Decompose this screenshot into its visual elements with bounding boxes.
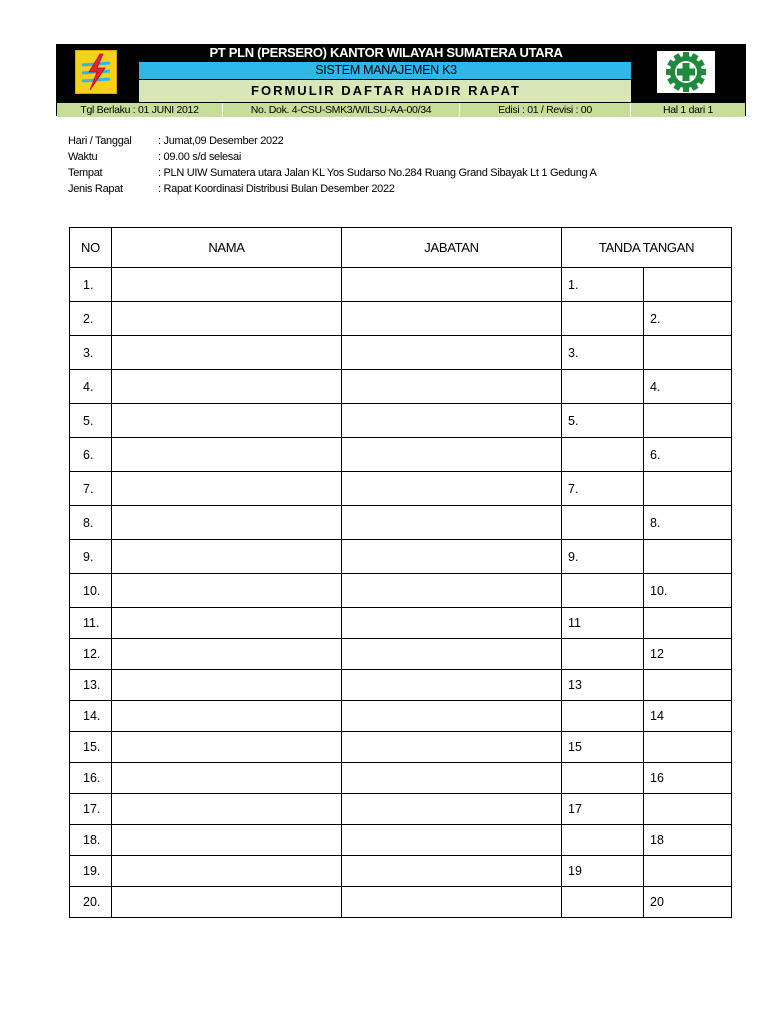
system-name: SISTEM MANAJEMEN K3 [139,61,633,80]
position-cell[interactable] [342,506,562,540]
meeting-type-value: : Rapat Koordinasi Distribusi Bulan Desember 2022 [158,183,395,195]
position-cell[interactable] [342,825,562,856]
position-cell[interactable] [342,701,562,732]
edition-revision: Edisi : 01 / Revisi : 00 [460,103,631,117]
table-row [70,574,732,608]
table-row [70,608,732,639]
row-number: 16. [70,763,112,794]
row-number: 1. [70,268,112,302]
signature-cell-left[interactable]: 5. [562,404,644,438]
position-cell[interactable] [342,763,562,794]
name-cell[interactable] [112,639,342,670]
name-cell[interactable] [112,856,342,887]
signature-cell-right[interactable]: 14 [644,701,732,732]
position-cell[interactable] [342,670,562,701]
signature-cell-right[interactable]: 6. [644,438,732,472]
form-title: FORMULIR DAFTAR HADIR RAPAT [139,80,633,102]
signature-cell-left[interactable] [562,763,644,794]
table-row [70,794,732,825]
signature-cell-right[interactable]: 10. [644,574,732,608]
table-header-row [70,228,732,268]
k3-safety-gear-cross-icon [657,51,715,93]
table-row [70,763,732,794]
row-number: 14. [70,701,112,732]
signature-cell-right[interactable] [644,472,732,506]
name-cell[interactable] [112,701,342,732]
table-row [70,701,732,732]
header-nama: NAMA [112,228,342,268]
row-number: 13. [70,670,112,701]
position-cell[interactable] [342,540,562,574]
header-title-block [139,45,633,102]
row-number: 18. [70,825,112,856]
name-cell[interactable] [112,438,342,472]
signature-cell-left[interactable]: 17 [562,794,644,825]
signature-cell-left[interactable] [562,438,644,472]
row-number: 19. [70,856,112,887]
signature-cell-left[interactable] [562,639,644,670]
signature-cell-right[interactable]: 18 [644,825,732,856]
name-cell[interactable] [112,732,342,763]
name-cell[interactable] [112,336,342,370]
signature-cell-right[interactable]: 16 [644,763,732,794]
table-row [70,670,732,701]
table-row [70,472,732,506]
row-number: 17. [70,794,112,825]
signature-cell-left[interactable] [562,302,644,336]
signature-cell-left[interactable]: 7. [562,472,644,506]
row-number: 12. [70,639,112,670]
meeting-time-label: Waktu [68,151,98,163]
position-cell[interactable] [342,794,562,825]
signature-cell-right[interactable]: 2. [644,302,732,336]
position-cell[interactable] [342,472,562,506]
header-no: NO [70,228,112,268]
attendance-table [69,227,732,918]
signature-cell-left[interactable]: 11 [562,608,644,639]
table-row [70,887,732,918]
signature-cell-right[interactable] [644,608,732,639]
table-row [70,856,732,887]
name-cell[interactable] [112,540,342,574]
row-number: 3. [70,336,112,370]
name-cell[interactable] [112,887,342,918]
name-cell[interactable] [112,268,342,302]
meeting-day-date-value: : Jumat,09 Desember 2022 [158,135,284,147]
row-number: 2. [70,302,112,336]
signature-cell-right[interactable] [644,268,732,302]
signature-cell-right[interactable] [644,856,732,887]
page-number: Hal 1 dari 1 [662,104,714,116]
signature-cell-right[interactable] [644,336,732,370]
table-row [70,639,732,670]
signature-cell-left[interactable] [562,370,644,404]
header-tanda-tangan: TANDA TANGAN [562,228,732,268]
signature-cell-left[interactable]: 9. [562,540,644,574]
name-cell[interactable] [112,370,342,404]
position-cell[interactable] [342,639,562,670]
position-cell[interactable] [342,336,562,370]
signature-cell-left[interactable] [562,574,644,608]
pln-lightning-logo-icon [75,50,117,94]
position-cell[interactable] [342,887,562,918]
meeting-time-value: : 09.00 s/d selesai [158,151,241,163]
signature-cell-left[interactable]: 13 [562,670,644,701]
position-cell[interactable] [342,370,562,404]
signature-cell-left[interactable]: 1. [562,268,644,302]
position-cell[interactable] [342,268,562,302]
table-row [70,732,732,763]
position-cell[interactable] [342,732,562,763]
table-row [70,540,732,574]
row-number: 15. [70,732,112,763]
meeting-type-label: Jenis Rapat [68,183,123,195]
signature-cell-right[interactable] [644,540,732,574]
signature-cell-right[interactable] [644,732,732,763]
signature-cell-left[interactable] [562,887,644,918]
attendance-rows [70,268,732,918]
name-cell[interactable] [112,670,342,701]
name-cell[interactable] [112,825,342,856]
row-number: 9. [70,540,112,574]
row-number: 20. [70,887,112,918]
signature-cell-left[interactable] [562,825,644,856]
table-row [70,370,732,404]
meeting-place-label: Tempat [68,167,103,179]
document-number: No. Dok. 4-CSU-SMK3/WILSU-AA-00/34 [223,103,460,117]
position-cell[interactable] [342,608,562,639]
row-number: 11. [70,608,112,639]
signature-cell-left[interactable]: 3. [562,336,644,370]
table-row [70,506,732,540]
name-cell[interactable] [112,763,342,794]
name-cell[interactable] [112,794,342,825]
document-info-bar [57,102,745,117]
name-cell[interactable] [112,506,342,540]
name-cell[interactable] [112,404,342,438]
position-cell[interactable] [342,574,562,608]
form-header [56,44,746,116]
signature-cell-right[interactable]: 4. [644,370,732,404]
row-number: 5. [70,404,112,438]
position-cell[interactable] [342,404,562,438]
meeting-day-date-label: Hari / Tanggal [68,135,132,147]
table-row [70,438,732,472]
company-name: PT PLN (PERSERO) KANTOR WILAYAH SUMATERA UTARA [139,45,633,61]
row-number: 7. [70,472,112,506]
signature-cell-left[interactable]: 15 [562,732,644,763]
meeting-place-value: : PLN UIW Sumatera utara Jalan KL Yos Sudarso No.284 Ruang Grand Sibayak Lt 1 Gedung A [158,167,597,179]
signature-cell-left[interactable] [562,701,644,732]
row-number: 4. [70,370,112,404]
name-cell[interactable] [112,608,342,639]
signature-cell-left[interactable] [562,506,644,540]
signature-cell-left[interactable]: 19 [562,856,644,887]
table-row [70,268,732,302]
row-number: 8. [70,506,112,540]
name-cell[interactable] [112,574,342,608]
signature-cell-right[interactable]: 8. [644,506,732,540]
header-jabatan: JABATAN [342,228,562,268]
signature-cell-right[interactable] [644,404,732,438]
table-row [70,336,732,370]
row-number: 6. [70,438,112,472]
table-row [70,302,732,336]
name-cell[interactable] [112,302,342,336]
position-cell[interactable] [342,302,562,336]
table-row [70,404,732,438]
logo-left-cell [57,45,139,102]
name-cell[interactable] [112,472,342,506]
logo-right-cell [631,45,745,102]
table-row [70,825,732,856]
signature-cell-right[interactable]: 20 [644,887,732,918]
signature-cell-right[interactable]: 12 [644,639,732,670]
position-cell[interactable] [342,856,562,887]
tgl-berlaku: Tgl Berlaku : 01 JUNI 2012 [57,103,223,117]
row-number: 10. [70,574,112,608]
signature-cell-right[interactable] [644,794,732,825]
signature-cell-right[interactable] [644,670,732,701]
position-cell[interactable] [342,438,562,472]
